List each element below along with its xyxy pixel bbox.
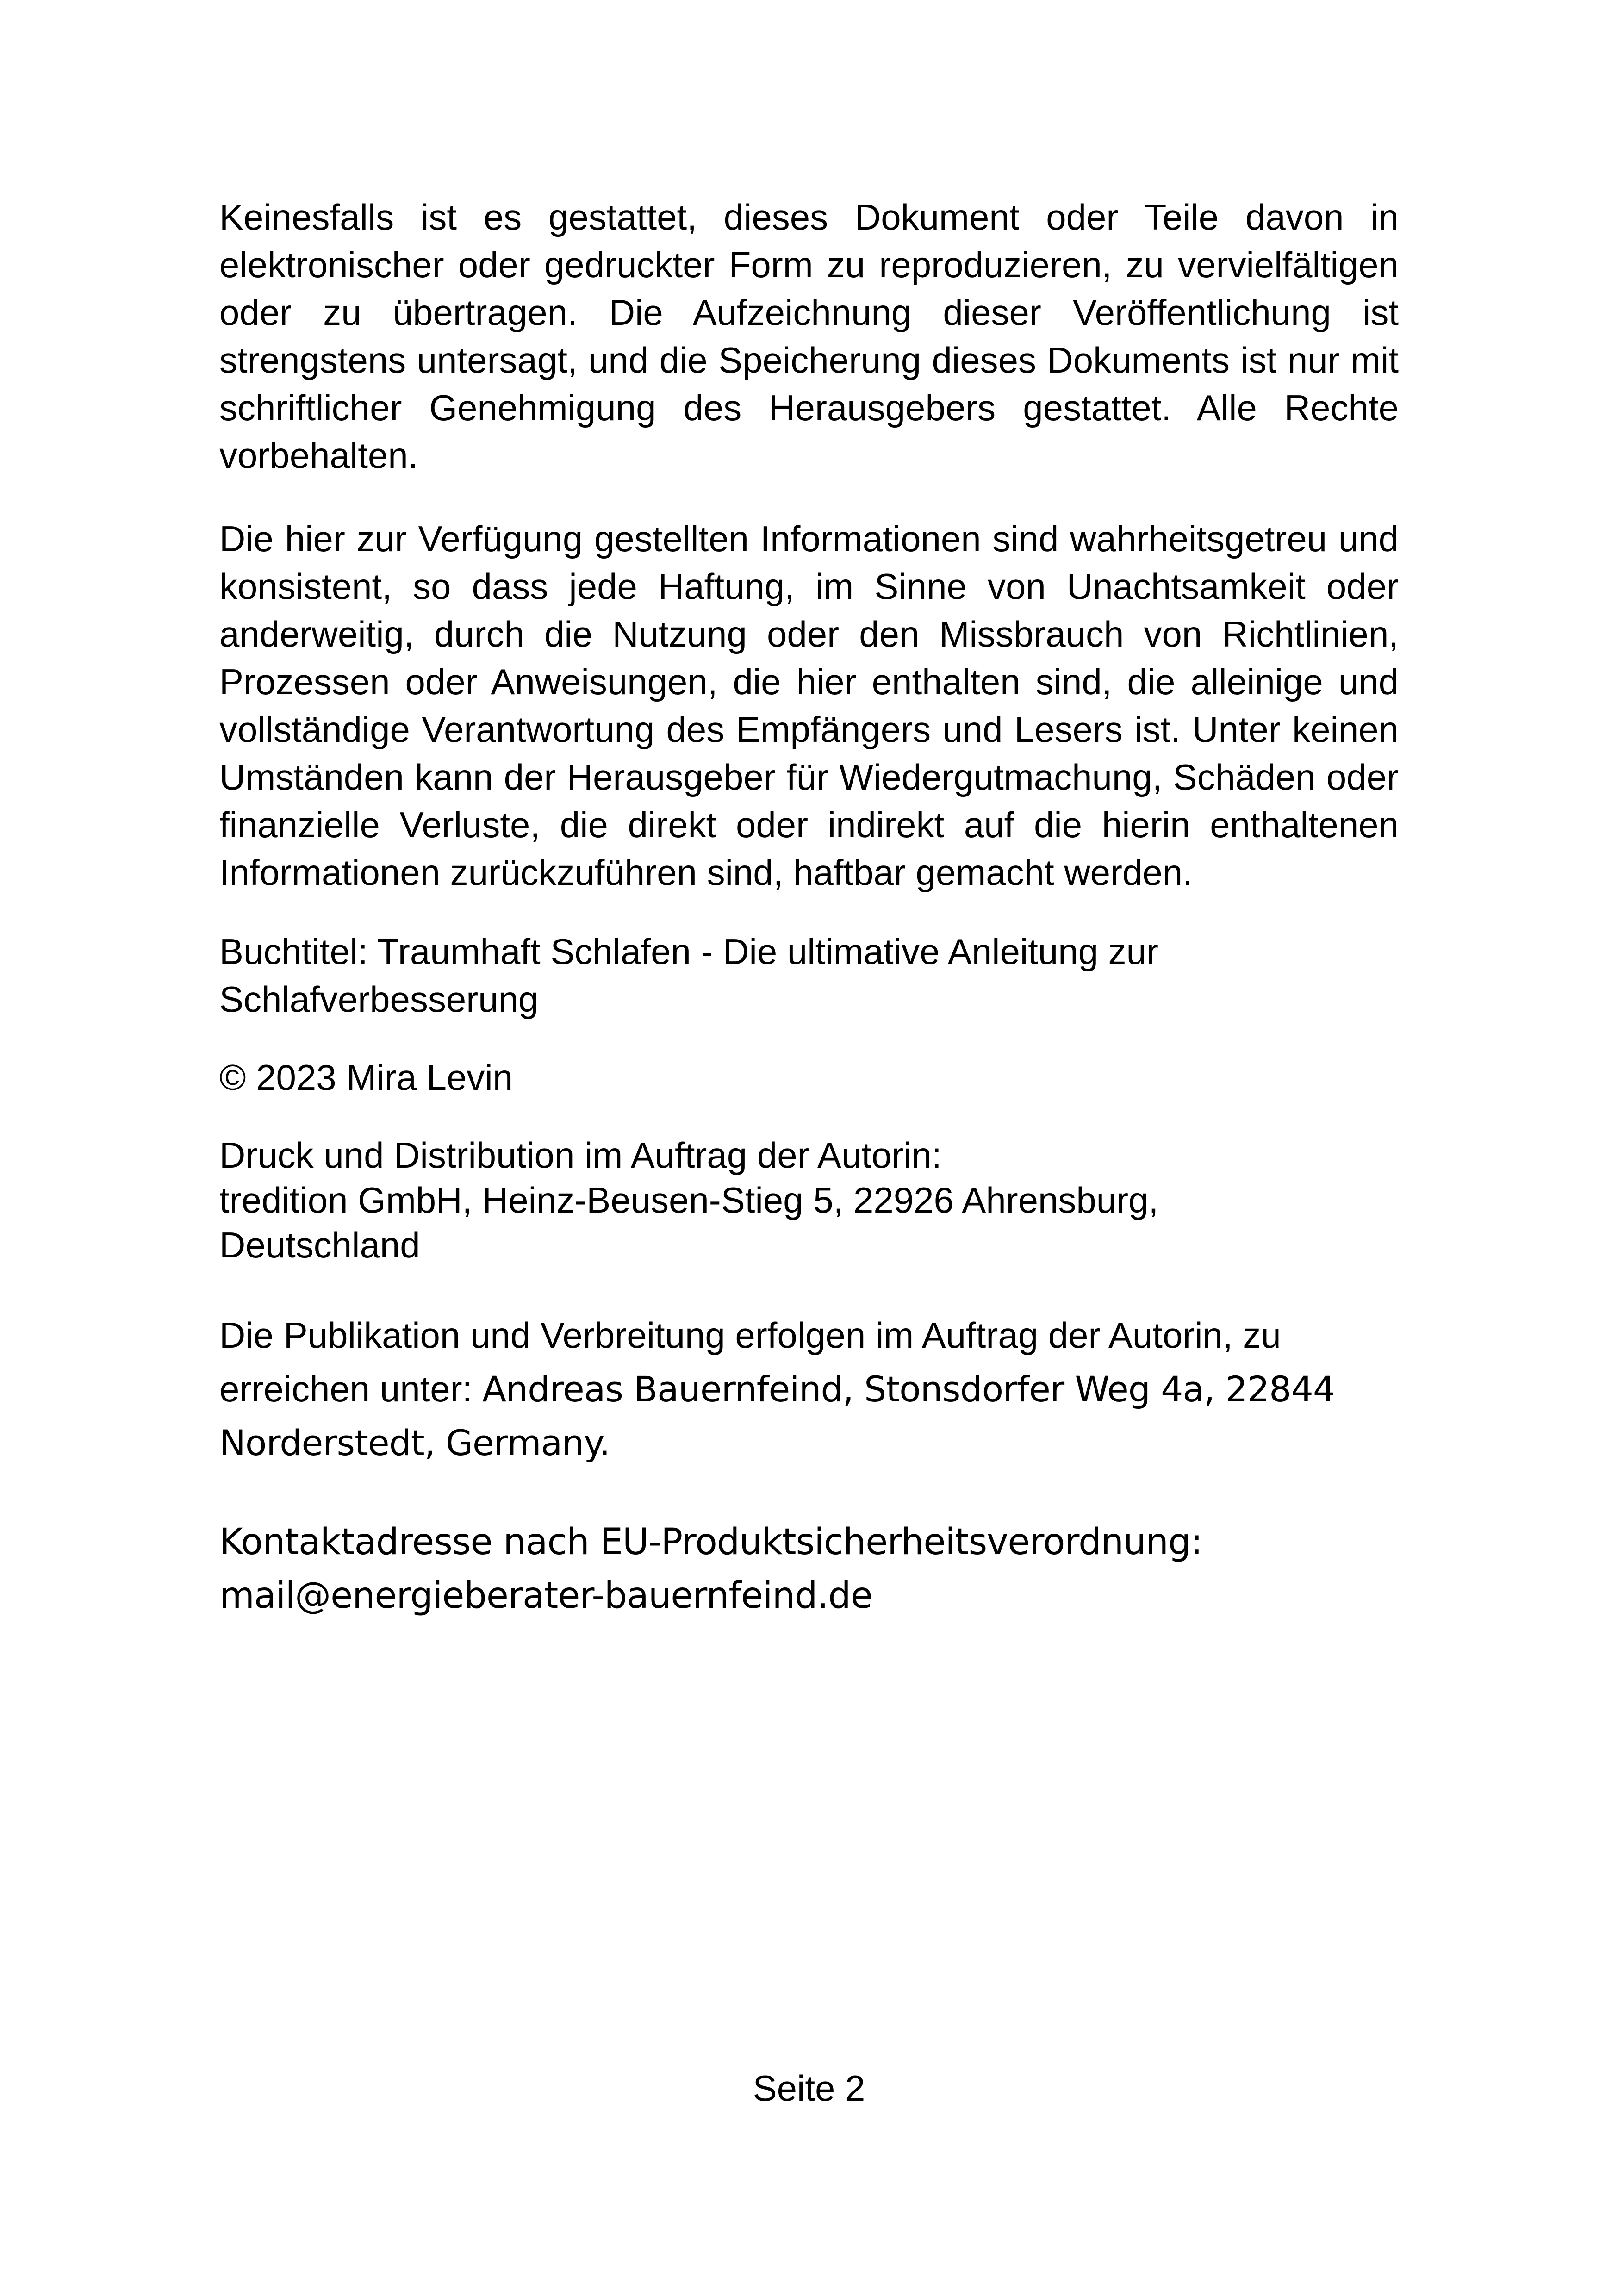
contact-email: mail@energieberater-bauernfeind.de: [219, 1575, 872, 1617]
publication-line-2: [219, 1362, 1399, 1416]
publication-address: Andreas Bauernfeind, Stonsdorfer Weg 4a, 22844: [482, 1369, 1335, 1410]
page-number: Seite 2: [753, 2068, 865, 2109]
imprint-line-1: Druck und Distribution im Auftrag der Autorin:: [219, 1135, 942, 1176]
book-title-paragraph: [219, 928, 1399, 1023]
imprint-paragraph: [219, 1133, 1399, 1268]
contact-paragraph: [219, 1515, 1399, 1623]
publication-paragraph: [219, 1308, 1399, 1470]
copyright-notice-paragraph: Keinesfalls ist es gestattet, dieses Dokument oder Teile davon in elektronischer oder gedruckter Form zu reproduzieren, zu vervielfältigen oder zu übertragen. Die Aufzeichnung dieser Veröffentlichung ist strengstens untersagt, und die Speicherung dieses Dokuments ist nur mit schriftlicher Genehmigung des Herausgebers gestattet. Alle Rechte vorbehalten.: [219, 197, 1399, 476]
publication-line-2-prefix: erreichen unter:: [219, 1369, 482, 1409]
book-title-line-2: Schlafverbesserung: [219, 979, 539, 1020]
publication-line-3: Norderstedt, Germany.: [219, 1422, 610, 1463]
publication-line-1: Die Publikation und Verbreitung erfolgen im Auftrag der Autorin, zu: [219, 1315, 1281, 1356]
copyright-line: © 2023 Mira Levin: [219, 1057, 513, 1098]
disclaimer-paragraph: Die hier zur Verfügung gestellten Informationen sind wahrheitsgetreu und konsistent, so dass jede Haftung, im Sinne von Unachtsamkeit oder anderweitig, durch die Nutzung oder den Missbrauch von Richtlinien, Prozessen oder Anweisungen, die hier enthalten sind, die alleinige und vollständige Verantwortung des Empfängers und Lesers ist. Unter keinen Umständen kann der Herausgeber für Wiedergutmachung, Schäden oder finanzielle Verluste, die direkt oder indirekt auf die hierin enthaltenen Informationen zurückzuführen sind, haftbar gemacht werden.: [219, 518, 1399, 893]
imprint-line-2: tredition GmbH, Heinz-Beusen-Stieg 5, 22926 Ahrensburg,: [219, 1180, 1159, 1220]
imprint-line-3: Deutschland: [219, 1225, 420, 1265]
page-content: [219, 193, 1399, 1623]
book-title-line-1: Buchtitel: Traumhaft Schlafen - Die ultimative Anleitung zur: [219, 931, 1158, 972]
contact-line-1: Kontaktadresse nach EU-Produktsicherheitsverordnung:: [219, 1521, 1202, 1563]
